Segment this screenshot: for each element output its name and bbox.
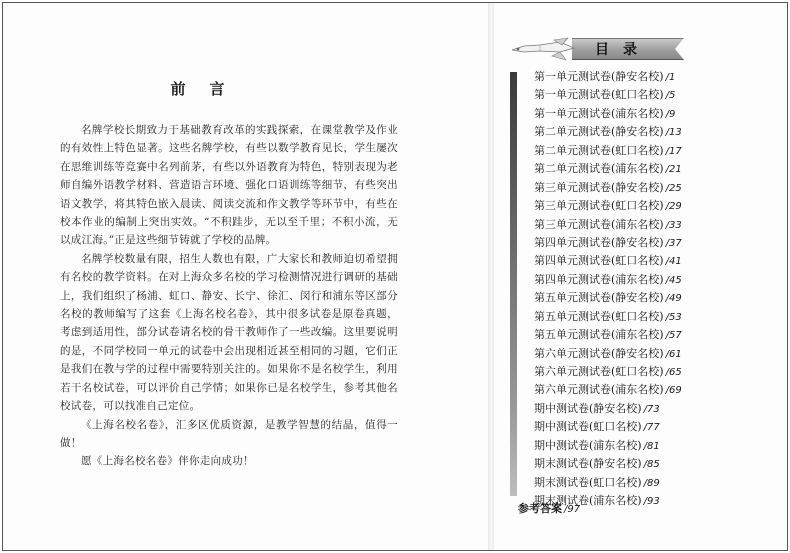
toc-entry-label: 期末测试卷(静安名校) (534, 457, 642, 471)
toc-entry[interactable] (534, 308, 704, 326)
fountain-pen-icon (510, 36, 576, 62)
toc-entry-label: 期末测试卷(浦东名校) (534, 494, 642, 508)
toc-entry[interactable] (534, 234, 704, 252)
toc-entry[interactable] (534, 418, 704, 436)
toc-entry-label: 第五单元测试卷(静安名校) (534, 291, 664, 305)
toc-entry[interactable] (534, 252, 704, 270)
toc-entry-label: 第五单元测试卷(浦东名校) (534, 328, 664, 342)
toc-entry-label: 第三单元测试卷(虹口名校) (534, 199, 664, 213)
preface-paragraph: 愿《上海名校名卷》伴你走向成功！ (81, 455, 254, 468)
toc-entry-page: /9 (665, 108, 676, 120)
toc-entry-label: 第四单元测试卷(浦东名校) (534, 272, 664, 286)
toc-entry-page: /93 (643, 496, 660, 508)
toc-entry[interactable] (534, 381, 704, 399)
toc-entry-label: 第六单元测试卷(浦东名校) (534, 383, 664, 397)
toc-entry-page: /49 (665, 293, 682, 305)
toc-entry[interactable] (534, 197, 704, 215)
toc-entry-page: /77 (643, 422, 660, 434)
toc-entry-label: 第六单元测试卷(虹口名校) (534, 365, 664, 378)
toc-entry[interactable] (534, 289, 704, 307)
toc-entry-label: 第四单元测试卷(虹口名校) (534, 254, 664, 268)
toc-entry-label: 第三单元测试卷(浦东名校) (534, 217, 664, 231)
toc-entry[interactable] (534, 326, 704, 344)
toc-entry-answers[interactable] (518, 500, 580, 516)
book-spine (488, 3, 494, 550)
toc-entry-page: /33 (665, 219, 682, 231)
toc-entry[interactable] (534, 68, 704, 86)
toc-entry-label: 第六单元测试卷(静安名校) (534, 346, 664, 360)
toc-entry-label: 第二单元测试卷(浦东名校) (534, 162, 664, 176)
preface-paragraph: 《上海名校名卷》，汇多区优质资源，是教学智慧的结晶，值得一做！ (60, 418, 398, 449)
toc-banner (510, 36, 682, 62)
toc-list (534, 68, 704, 511)
toc-entry-page: /65 (665, 367, 682, 378)
toc-entry[interactable] (534, 363, 704, 381)
toc-entry[interactable] (534, 400, 704, 418)
toc-entry-page: /5 (665, 90, 676, 102)
toc-entry-label: 第一单元测试卷(静安名校) (534, 70, 664, 83)
toc-entry-label: 期末测试卷(虹口名校) (534, 475, 642, 489)
toc-entry-page: /41 (665, 256, 682, 268)
toc-entry-label: 第一单元测试卷(浦东名校) (534, 106, 664, 120)
toc-entry-page: /17 (665, 145, 682, 157)
toc-entry-page: /81 (643, 440, 660, 452)
toc-entry[interactable] (534, 271, 704, 289)
toc-entry[interactable] (534, 179, 704, 197)
toc-entry[interactable] (534, 345, 704, 363)
toc-entry-label: 第三单元测试卷(静安名校) (534, 180, 664, 194)
toc-entry[interactable] (534, 105, 704, 123)
toc-title: 目录 (595, 42, 651, 58)
toc-accent-bar (510, 72, 517, 496)
toc-entry-page: /69 (665, 385, 682, 397)
preface-body (60, 121, 398, 471)
toc-entry[interactable] (534, 86, 704, 104)
preface-paragraph: 名牌学校长期致力于基础教育改革的实践探索，在课堂教学及作业的有效性上特色显著。这些名牌学校，有些以数学教育见长，学生屡次在思维训练等竞赛中名列前茅，有些以外语教育为特色，特别表现为老师自编外语教学材料、营造语言环境、强化口语训练等细节，有些突出语文教学，将其特色嵌入晨读、阅读交流和作文教学等环节中，有些在校本作业的编制上突出实效。“不积跬步，无以至千里；不积小流，无以成江海。”正是这些细节铸就了学校的品牌。 (60, 124, 398, 247)
toc-entry-page: /1 (665, 72, 676, 83)
toc-entry[interactable] (534, 455, 704, 473)
preface-title: 前言 (170, 80, 249, 98)
toc-entry-page: /45 (665, 274, 682, 286)
toc-entry-label: 期中测试卷(静安名校) (534, 401, 642, 415)
toc-entry-page: /61 (665, 348, 682, 360)
preface-paragraph: 名牌学校数量有限，招生人数也有限，广大家长和教师迫切希望拥有名校的教学资料。在对上海众多名校的学习检测情况进行调研的基础上，我们组织了杨浦、虹口、静安、长宁、徐汇、闵行和浦东等区部分名校的教师编写了这套《上海名校名卷》，其中很多试卷是原卷真题，考虑到适用性，部分试卷请名校的骨干教师作了一些改编。这里要说明的是，不同学校同一单元的试卷中会出现相近甚至相同的习题，它们正是我们在教与学的过程中需要特别关注的。如果你不是名校学生，利用若干名校试卷，可以评价自己学情；如果你已是名校学生，参考其他名校试卷，可以找准自己定位。 (60, 252, 398, 413)
toc-entry-page: /97 (564, 504, 581, 515)
toc-entry[interactable] (534, 160, 704, 178)
toc-entry-label: 期中测试卷(浦东名校) (534, 438, 642, 452)
toc-entry-label: 第四单元测试卷(静安名校) (534, 235, 664, 249)
toc-entry-label: 期中测试卷(虹口名校) (534, 420, 642, 434)
toc-entry-page: /53 (665, 311, 682, 323)
toc-entry-page: /73 (643, 403, 660, 415)
toc-entry[interactable] (534, 123, 704, 141)
toc-entry-page: /13 (665, 127, 682, 139)
toc-entry-page: /25 (665, 182, 682, 194)
toc-entry[interactable] (534, 216, 704, 234)
toc-entry-page: /85 (643, 459, 660, 471)
toc-entry-label: 第五单元测试卷(虹口名校) (534, 309, 664, 323)
toc-entry-label: 参考答案 (518, 502, 562, 515)
toc-entry-page: /89 (643, 477, 660, 489)
toc-entry-page: /29 (665, 201, 682, 213)
toc-entry[interactable] (534, 142, 704, 160)
toc-entry-label: 第二单元测试卷(虹口名校) (534, 143, 664, 157)
toc-entry-page: /37 (665, 237, 682, 249)
toc-entry-label: 第二单元测试卷(静安名校) (534, 125, 664, 139)
toc-entry-page: /57 (665, 330, 682, 342)
toc-entry-page: /21 (665, 164, 682, 176)
toc-entry[interactable] (534, 474, 704, 492)
toc-entry-label: 第一单元测试卷(虹口名校) (534, 88, 664, 102)
toc-entry[interactable] (534, 437, 704, 455)
